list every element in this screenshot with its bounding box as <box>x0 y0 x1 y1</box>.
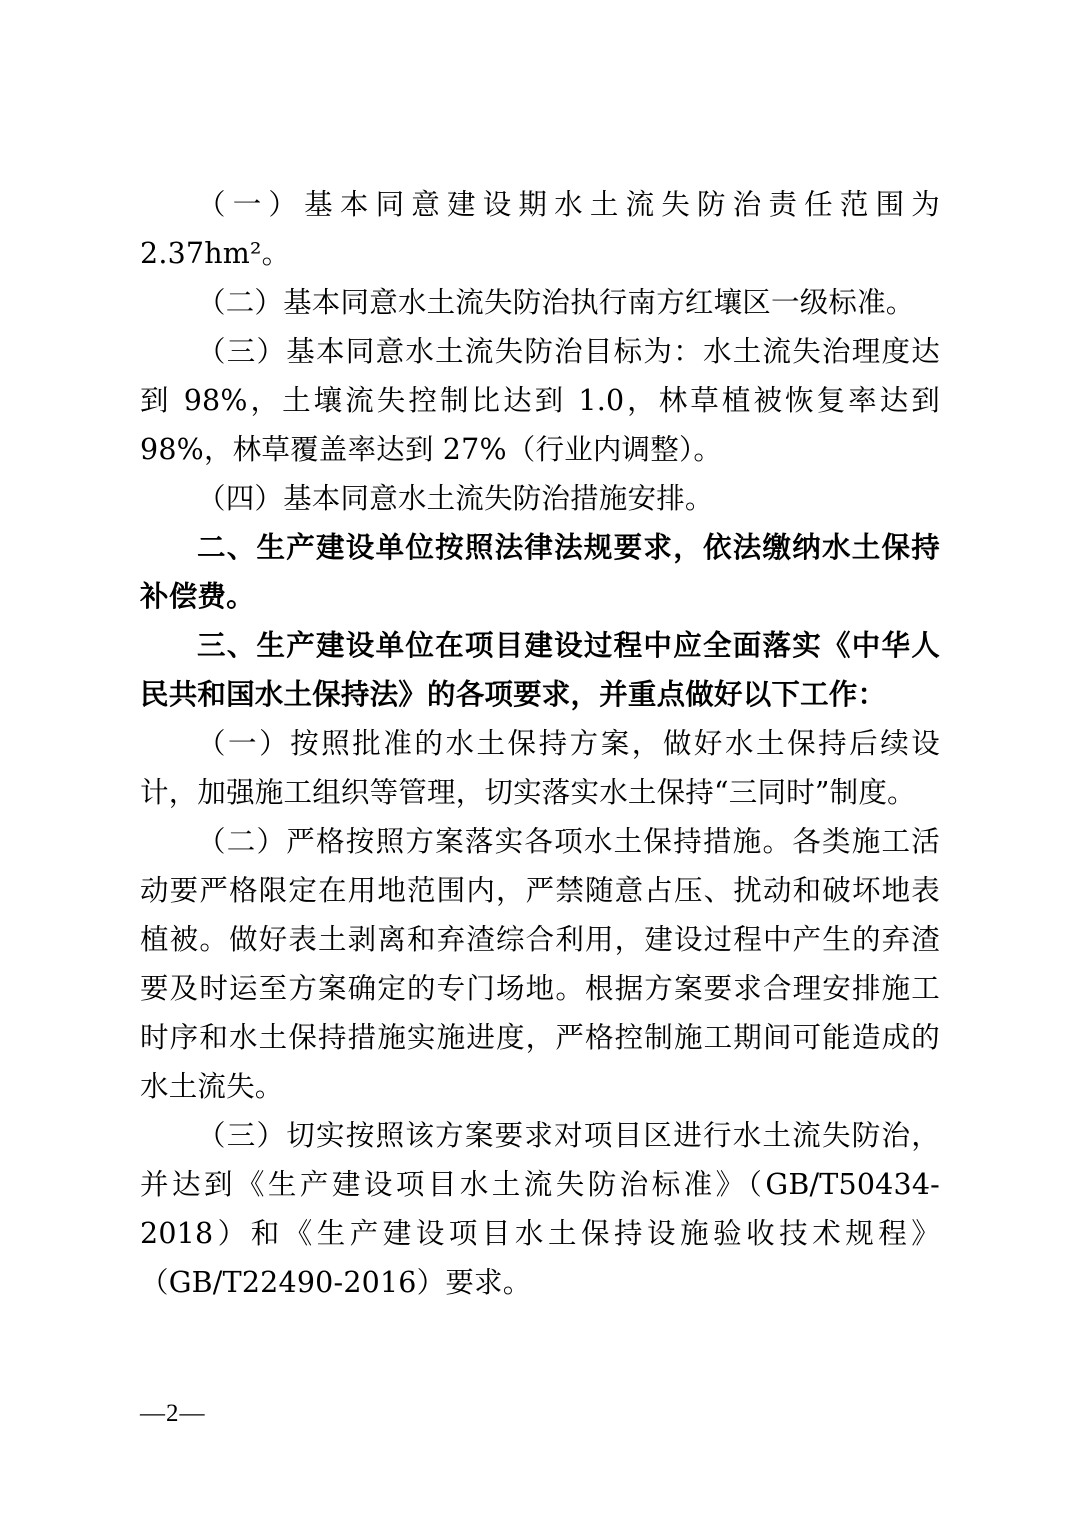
paragraph-section-2: 二、生产建设单位按照法律法规要求，依法缴纳水土保持补偿费。 <box>140 530 940 613</box>
paragraph-item-6: （二）严格按照方案落实各项水土保持措施。各类施工活动要严格限定在用地范围内，严禁随意占压、扰动和破坏地表植被。做好表土剥离和弃渣综合利用，建设过程中产生的弃渣要及时运至方案确定的专门场地。根据方案要求合理安排施工时序和水土保持措施实施进度，严格控制施工期间可能造成的水土流失。 <box>140 825 940 1103</box>
page-number: —2— <box>140 1400 206 1427</box>
document-body <box>140 180 940 1307</box>
paragraph-section-3: 三、生产建设单位在项目建设过程中应全面落实《中华人民共和国水土保持法》的各项要求，并重点做好以下工作： <box>140 628 940 711</box>
paragraph-item-4: （四）基本同意水土流失防治措施安排。 <box>197 482 714 515</box>
paragraph-item-5: （一）按照批准的水土保持方案，做好水土保持后续设计，加强施工组织等管理，切实落实水土保持“三同时”制度。 <box>140 727 940 809</box>
paragraph-item-7: （三）切实按照该方案要求对项目区进行水土流失防治，并达到《生产建设项目水土流失防治标准》（GB/T50434-2018）和《生产建设项目水土保持设施验收技术规程》（GB/T22490-2016）要求。 <box>140 1119 940 1299</box>
paragraph-item-1: （一）基本同意建设期水土流失防治责任范围为 2.37hm²。 <box>140 188 940 270</box>
paragraph-item-2: （二）基本同意水土流失防治执行南方红壤区一级标准。 <box>197 286 915 319</box>
paragraph-item-3: （三）基本同意水土流失防治目标为：水土流失治理度达到 98%，土壤流失控制比达到 1.0，林草植被恢复率达到 98%，林草覆盖率达到 27%（行业内调整）。 <box>140 335 940 466</box>
